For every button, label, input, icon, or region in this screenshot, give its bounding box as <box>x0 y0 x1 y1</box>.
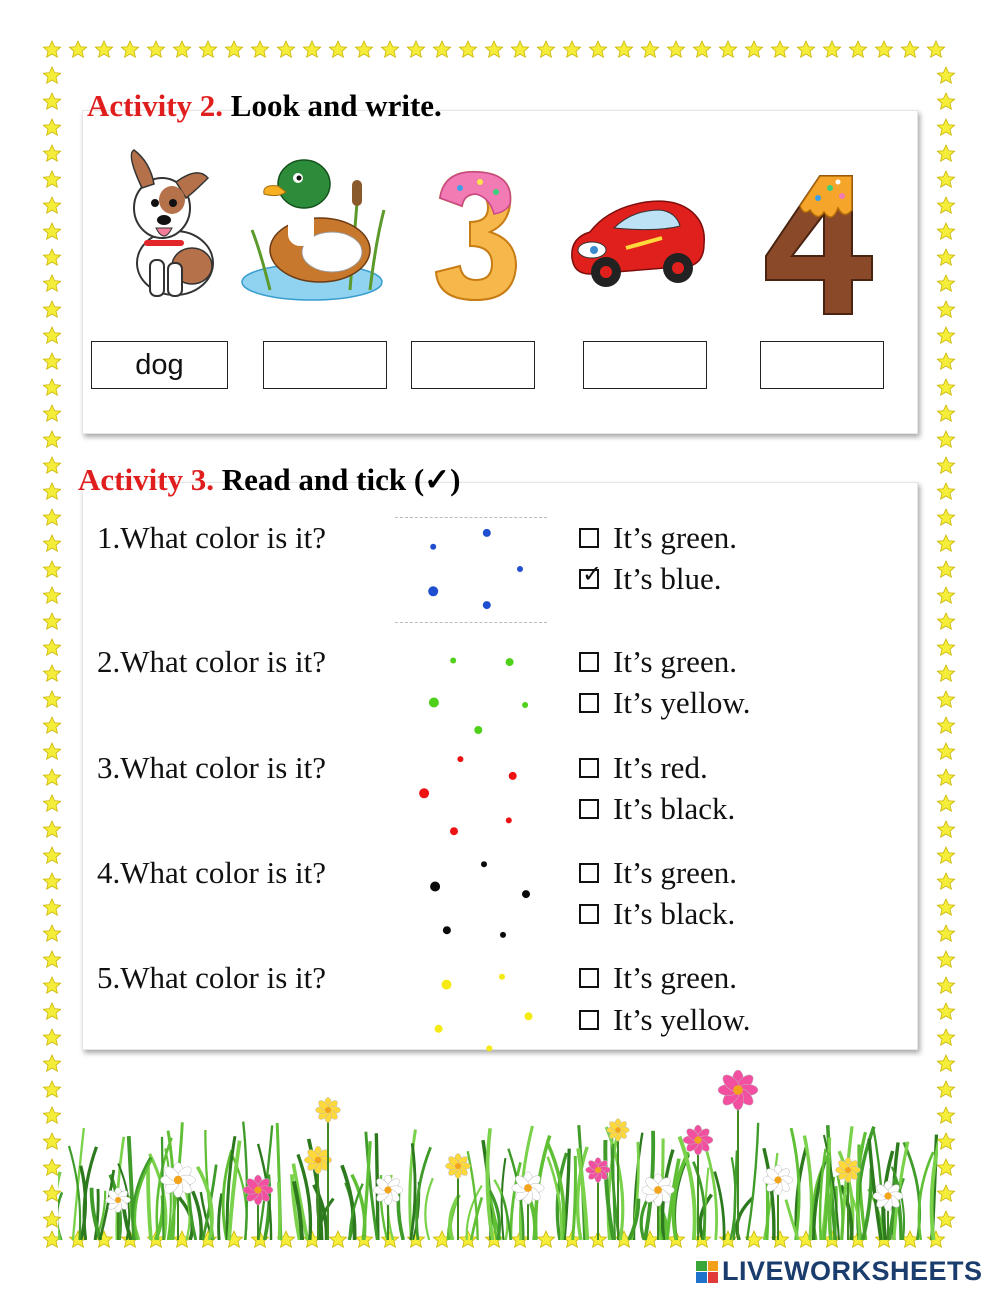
option-4b[interactable] <box>579 896 735 932</box>
option-3a[interactable] <box>579 750 708 786</box>
option-2b[interactable] <box>579 685 750 721</box>
option-label: It’s blue. <box>613 561 722 596</box>
checkbox[interactable] <box>579 968 599 988</box>
question-1: 1.What color is it? <box>97 520 326 555</box>
blue-paint-splash <box>418 524 526 614</box>
answer-box-duck[interactable] <box>263 341 387 389</box>
option-5a[interactable] <box>579 960 737 996</box>
black-paint-splash <box>414 850 544 954</box>
option-label: It’s green. <box>613 855 737 890</box>
answer-box-three[interactable] <box>411 341 535 389</box>
answer-text: dog <box>135 348 184 381</box>
option-label: It’s yellow. <box>613 1002 751 1037</box>
green-paint-splash <box>410 640 550 744</box>
activity-2-heading <box>87 88 442 124</box>
brand-name: LIVEWORKSHEETS <box>722 1256 983 1286</box>
option-5b[interactable] <box>579 1002 750 1038</box>
logo-square <box>708 1272 719 1283</box>
number-four-picture <box>760 170 880 320</box>
checkbox[interactable] <box>579 758 599 778</box>
activity-2-number: Activity 2. <box>87 88 224 123</box>
activity-2-instruction: Look and write. <box>230 88 442 123</box>
logo-square <box>696 1272 707 1283</box>
option-label: It’s green. <box>613 520 737 555</box>
checkbox[interactable] <box>579 560 603 589</box>
logo-square <box>708 1261 719 1272</box>
answer-box-four[interactable] <box>760 341 884 389</box>
question-5: 5.What color is it? <box>97 960 326 995</box>
option-label: It’s black. <box>613 896 736 931</box>
logo-square <box>696 1261 707 1272</box>
duck-picture <box>240 150 392 305</box>
checkbox[interactable] <box>579 693 599 713</box>
checkbox[interactable] <box>579 1010 599 1030</box>
option-1b[interactable] <box>579 561 722 597</box>
option-1a[interactable] <box>579 520 737 556</box>
answer-box-car[interactable] <box>583 341 707 389</box>
yellow-paint-splash <box>416 962 546 1060</box>
checkbox[interactable] <box>579 652 599 672</box>
activity-3-heading <box>78 462 460 498</box>
red-paint-splash <box>410 746 534 846</box>
checkbox[interactable] <box>579 904 599 924</box>
option-label: It’s yellow. <box>613 685 751 720</box>
question-4: 4.What color is it? <box>97 855 326 890</box>
option-2a[interactable] <box>579 644 737 680</box>
answer-box-dog[interactable] <box>91 341 228 389</box>
option-label: It’s green. <box>613 960 737 995</box>
checkbox[interactable] <box>579 863 599 883</box>
dog-picture <box>120 148 220 303</box>
liveworksheets-logo <box>696 1256 983 1287</box>
divider <box>395 517 547 518</box>
question-2: 2.What color is it? <box>97 644 326 679</box>
checkbox[interactable] <box>579 799 599 819</box>
option-label: It’s green. <box>613 644 737 679</box>
option-label: It’s red. <box>613 750 708 785</box>
option-label: It’s black. <box>613 791 736 826</box>
check-mark-icon: ✓ <box>582 560 603 588</box>
number-three-picture <box>430 168 522 304</box>
checkbox[interactable] <box>579 528 599 548</box>
activity-3-number: Activity 3. <box>78 462 215 497</box>
question-3: 3.What color is it? <box>97 750 326 785</box>
divider <box>395 622 547 623</box>
activity-3-instruction: Read and tick (✓) <box>221 462 461 497</box>
flower-meadow-picture <box>58 1070 938 1240</box>
race-car-picture <box>566 188 708 294</box>
option-3b[interactable] <box>579 791 735 827</box>
option-4a[interactable] <box>579 855 737 891</box>
liveworksheets-logo-icon <box>696 1261 718 1283</box>
